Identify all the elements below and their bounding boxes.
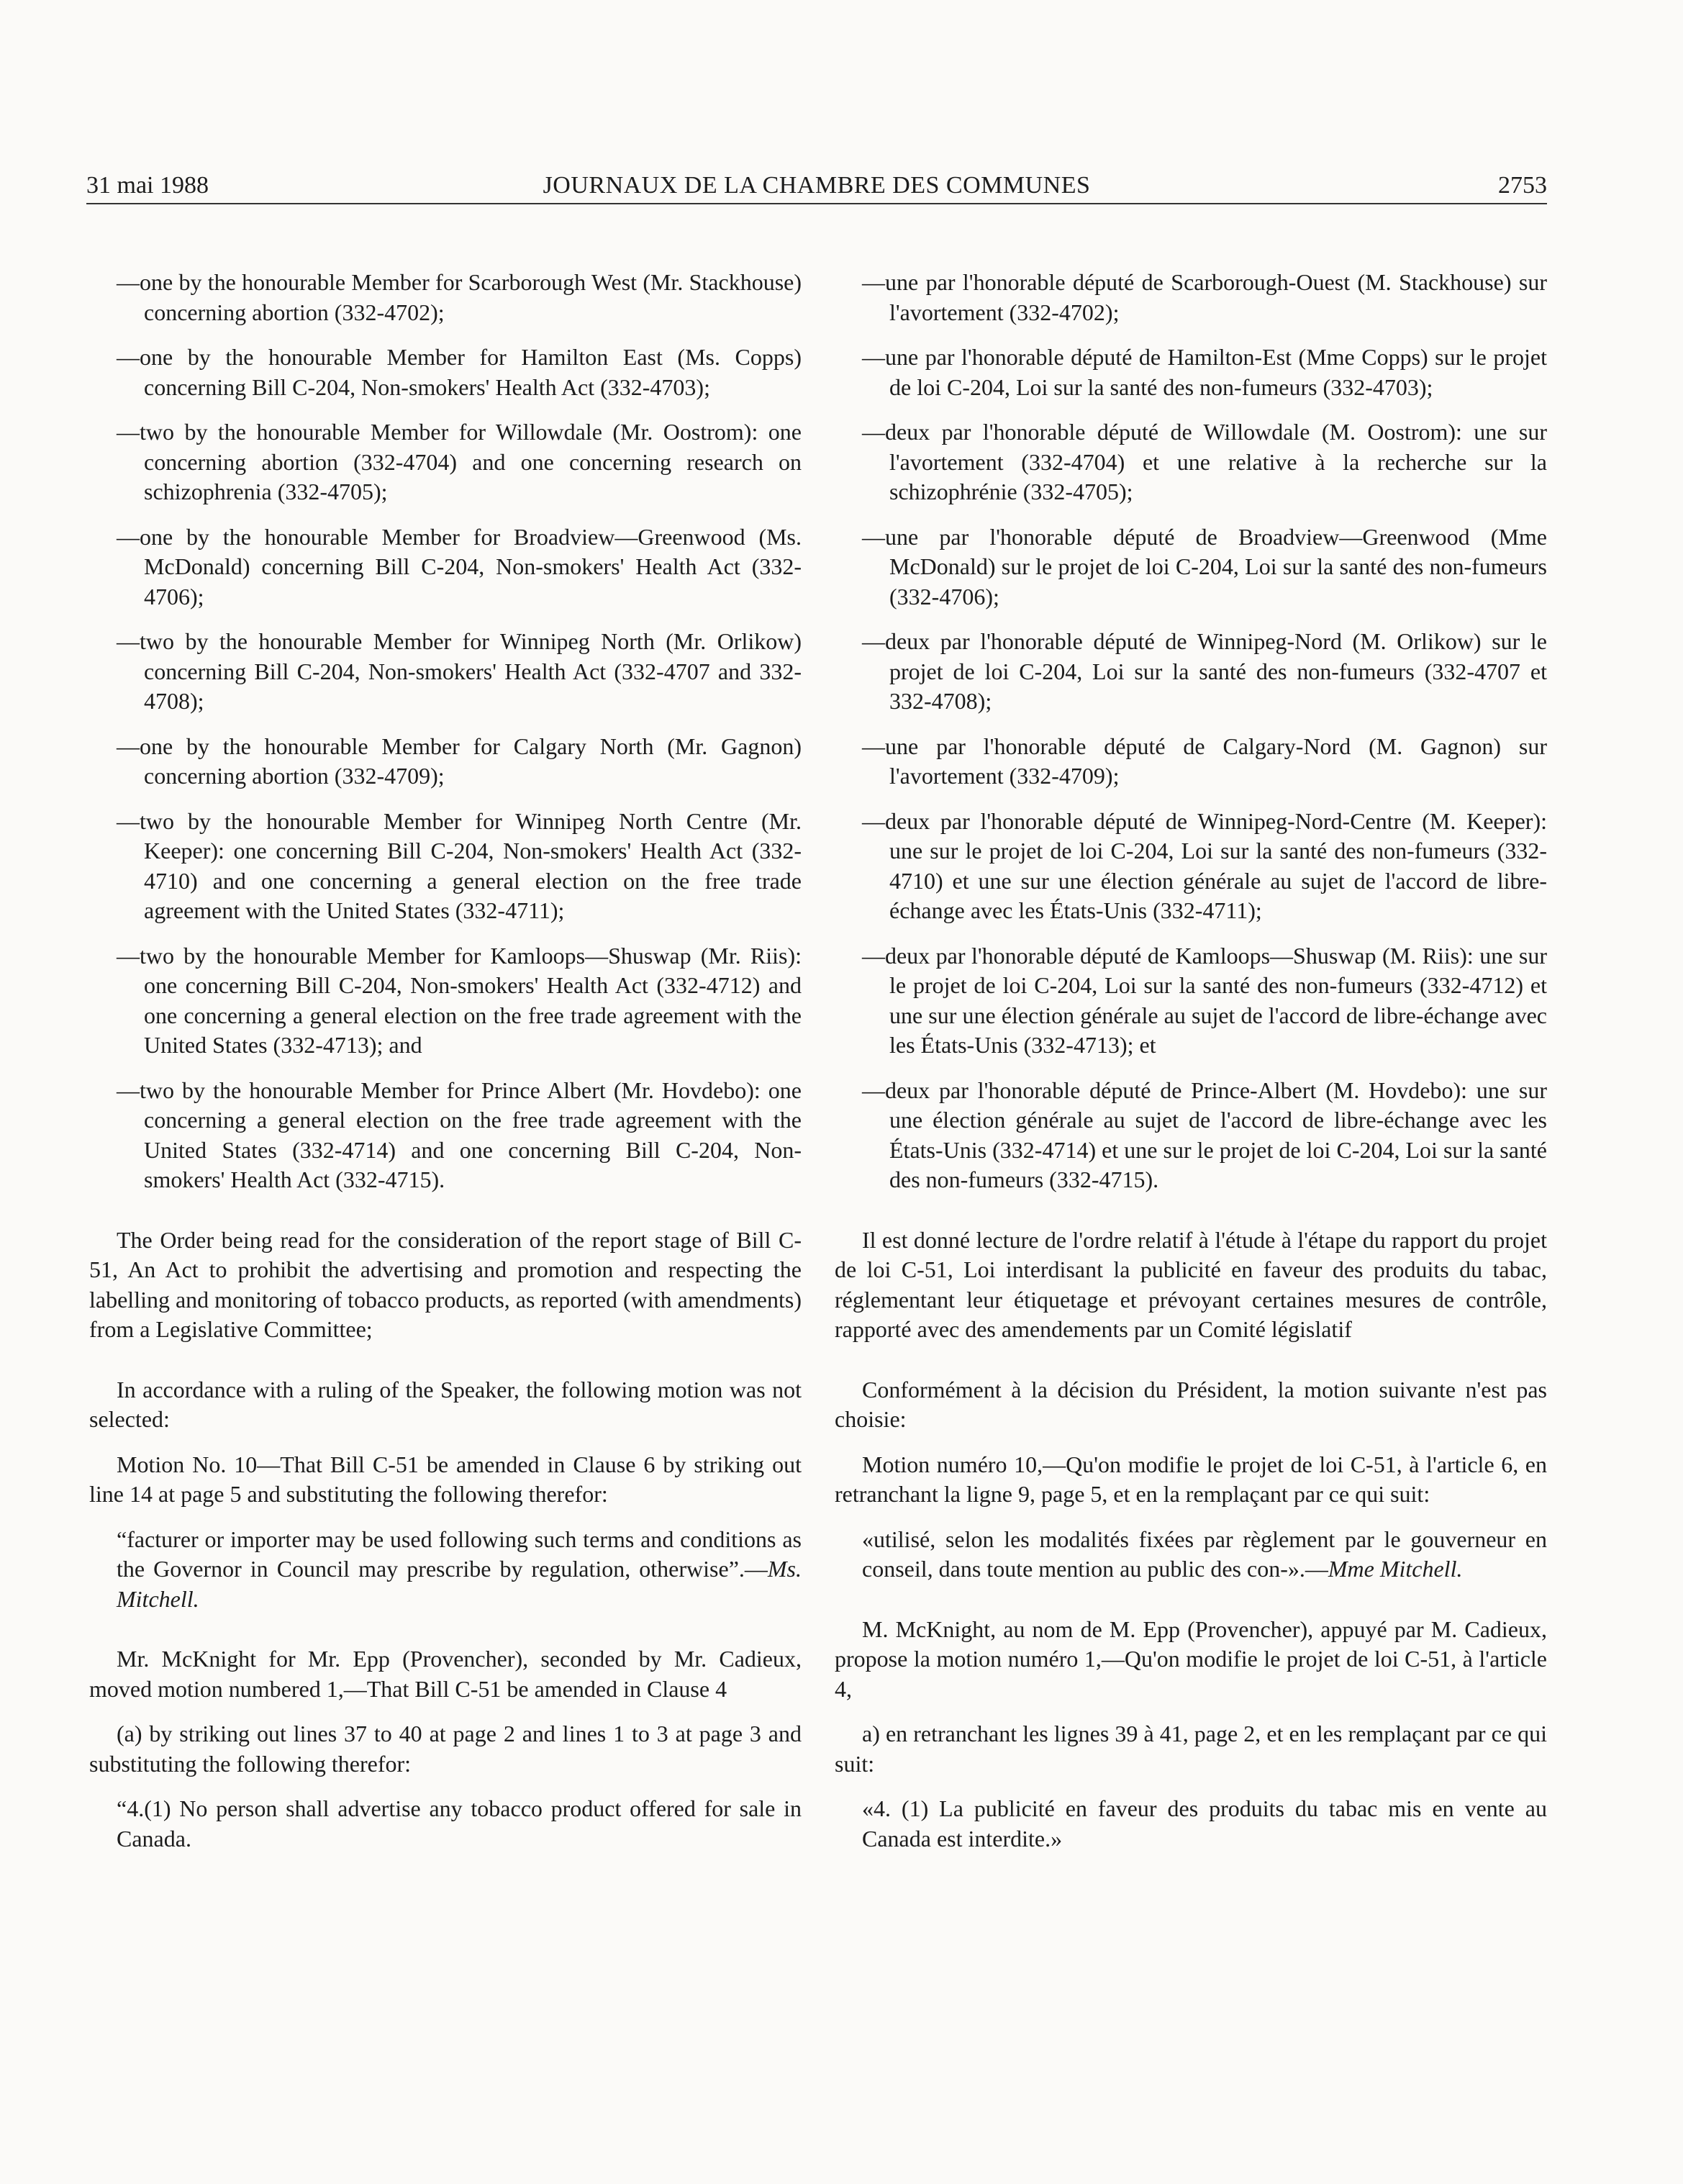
clause-a-quote: “4.(1) No person shall advertise any tobacco product offered for sale in Canada. xyxy=(117,1795,802,1852)
petition-item: —deux par l'honorable député de Willowdale (M. Oostrom): une sur l'avortement (332-4704) et une relative à la recherche sur la schizophrénie (332-4705); xyxy=(862,419,1547,504)
petition-item: —two by the honourable Member for Kamloops—Shuswap (Mr. Riis): one concerning Bill C-204, Non-smokers' Health Act (332-4712) and one concerning a general election on the free trade agreement with the United States (332-4713); and xyxy=(117,942,802,1058)
petition-item: —two by the honourable Member for Winnipeg North (Mr. Orlikow) concerning Bill C-204, Non-smokers' Health Act (332-4707 and 332-4708); xyxy=(117,628,802,714)
petition-item: —une par l'honorable député de Scarborough-Ouest (M. Stackhouse) sur l'avortement (332-4702); xyxy=(862,269,1547,325)
petition-item: —two by the honourable Member for Winnipeg North Centre (Mr. Keeper): one concerning Bill C-204, Non-smokers' Health Act (332-4710) and one concerning a general election on the free trade agreement with the United States (332-4711); xyxy=(117,807,802,923)
clause-a-paragraph: (a) by striking out lines 37 to 40 at page 2 and lines 1 to 3 at page 3 and substituting the following therefor: xyxy=(89,1721,802,1777)
order-read-paragraph: Il est donné lecture de l'ordre relatif à l'étude à l'étape du rapport du projet de loi C-51, Loi interdisant la publicité en faveur des produits du tabac, réglementant leur étiquetage et prévoyant certaines mesures de contrôle, rapporté avec des amendements par un Comité législatif xyxy=(835,1226,1547,1342)
speaker-ruling-paragraph: In accordance with a ruling of the Speaker, the following motion was not selected: xyxy=(89,1376,802,1432)
petition-item: —une par l'honorable député de Broadview—Greenwood (Mme McDonald) sur le projet de loi C-204, Loi sur la santé des non-fumeurs (332-4706); xyxy=(862,523,1547,610)
header-date: 31 mai 1988 xyxy=(86,172,209,199)
motion-10-paragraph: Motion numéro 10,—Qu'on modifie le projet de loi C-51, à l'article 6, en retranchant la ligne 9, page 5, et en la remplaçant par ce qui suit: xyxy=(835,1451,1547,1507)
petition-item: —deux par l'honorable député de Prince-Albert (M. Hovdebo): une sur une élection générale au sujet de l'accord de libre-échange avec les États-Unis (332-4714) et une sur le projet de loi C-204, Loi sur la santé des non-fumeurs (332-4715). xyxy=(862,1077,1547,1192)
motion-10-signature: Ms. Mitchell. xyxy=(117,1556,802,1612)
page-number: 2753 xyxy=(1498,172,1547,199)
petition-item: —une par l'honorable député de Hamilton-Est (Mme Copps) sur le projet de loi C-204, Loi sur la santé des non-fumeurs (332-4703); xyxy=(862,344,1547,400)
petition-item: —deux par l'honorable député de Kamloops—Shuswap (M. Riis): une sur le projet de loi C-204, Loi sur la santé des non-fumeurs (332-4712) et une sur une élection générale au sujet de l'accord de libre-échange avec les États-Unis (332-4713); et xyxy=(862,942,1547,1058)
petition-item: —one by the honourable Member for Scarborough West (Mr. Stackhouse) concerning abortion (332-4702); xyxy=(117,269,802,325)
speaker-ruling-paragraph: Conformément à la décision du Président, la motion suivante n'est pas choisie: xyxy=(835,1376,1547,1432)
motion-10-quote xyxy=(89,1525,802,1615)
petition-item: —one by the honourable Member for Broadview—Greenwood (Ms. McDonald) concerning Bill C-204, Non-smokers' Health Act (332-4706); xyxy=(117,523,802,610)
petition-item: —one by the honourable Member for Calgary North (Mr. Gagnon) concerning abortion (332-4709); xyxy=(117,733,802,789)
motion-10-quote-text: “facturer or importer may be used following such terms and conditions as the Governor in Council may prescribe by regulation, otherwise”.— xyxy=(117,1526,802,1582)
motion-10-quote-text: «utilisé, selon les modalités fixées par règlement par le gouverneur en conseil, dans toute mention au public des con-».— xyxy=(862,1526,1547,1582)
order-read-paragraph: The Order being read for the consideration of the report stage of Bill C-51, An Act to prohibit the advertising and promotion and respecting the labelling and monitoring of tobacco products, as reported (with amendments) from a Legislative Committee; xyxy=(89,1226,802,1342)
mcknight-motion-paragraph: M. McKnight, au nom de M. Epp (Provencher), appuyé par M. Cadieux, propose la motion numéro 1,—Qu'on modifie le projet de loi C-51, à l'article 4, xyxy=(835,1616,1547,1702)
petition-item: —two by the honourable Member for Willowdale (Mr. Oostrom): one concerning abortion (332-4704) and one concerning research on schizophrenia (332-4705); xyxy=(117,419,802,504)
english-column xyxy=(89,268,802,1854)
motion-10-signature: Mme Mitchell. xyxy=(1328,1556,1463,1582)
petition-item: —une par l'honorable député de Calgary-Nord (M. Gagnon) sur l'avortement (332-4709); xyxy=(862,733,1547,789)
page-header xyxy=(86,168,1547,204)
motion-10-paragraph: Motion No. 10—That Bill C-51 be amended in Clause 6 by striking out line 14 at page 5 and substituting the following therefor: xyxy=(89,1451,802,1507)
petition-item: —deux par l'honorable député de Winnipeg-Nord (M. Orlikow) sur le projet de loi C-204, Loi sur la santé des non-fumeurs (332-4707 et 332-4708); xyxy=(862,628,1547,714)
header-title: JOURNAUX DE LA CHAMBRE DES COMMUNES xyxy=(543,172,1091,199)
french-column xyxy=(835,268,1547,1854)
petition-item: —two by the honourable Member for Prince Albert (Mr. Hovdebo): one concerning a general election on the free trade agreement with the United States (332-4714) and one concerning Bill C-204, Non-smokers' Health Act (332-4715). xyxy=(117,1077,802,1192)
mcknight-motion-paragraph: Mr. McKnight for Mr. Epp (Provencher), seconded by Mr. Cadieux, moved motion numbered 1,—That Bill C-51 be amended in Clause 4 xyxy=(89,1646,802,1702)
petition-item: —deux par l'honorable député de Winnipeg-Nord-Centre (M. Keeper): une sur le projet de loi C-204, Loi sur la santé des non-fumeurs (332-4710) et une sur une élection générale au sujet de l'accord de libre-échange avec les États-Unis (332-4711); xyxy=(862,807,1547,923)
motion-10-quote xyxy=(835,1525,1547,1585)
clause-a-paragraph: a) en retranchant les lignes 39 à 41, page 2, et en les remplaçant par ce qui suit: xyxy=(835,1721,1547,1777)
petition-item: —one by the honourable Member for Hamilton East (Ms. Copps) concerning Bill C-204, Non-smokers' Health Act (332-4703); xyxy=(117,344,802,400)
clause-a-quote: «4. (1) La publicité en faveur des produits du tabac mis en vente au Canada est interdite.» xyxy=(862,1795,1547,1852)
